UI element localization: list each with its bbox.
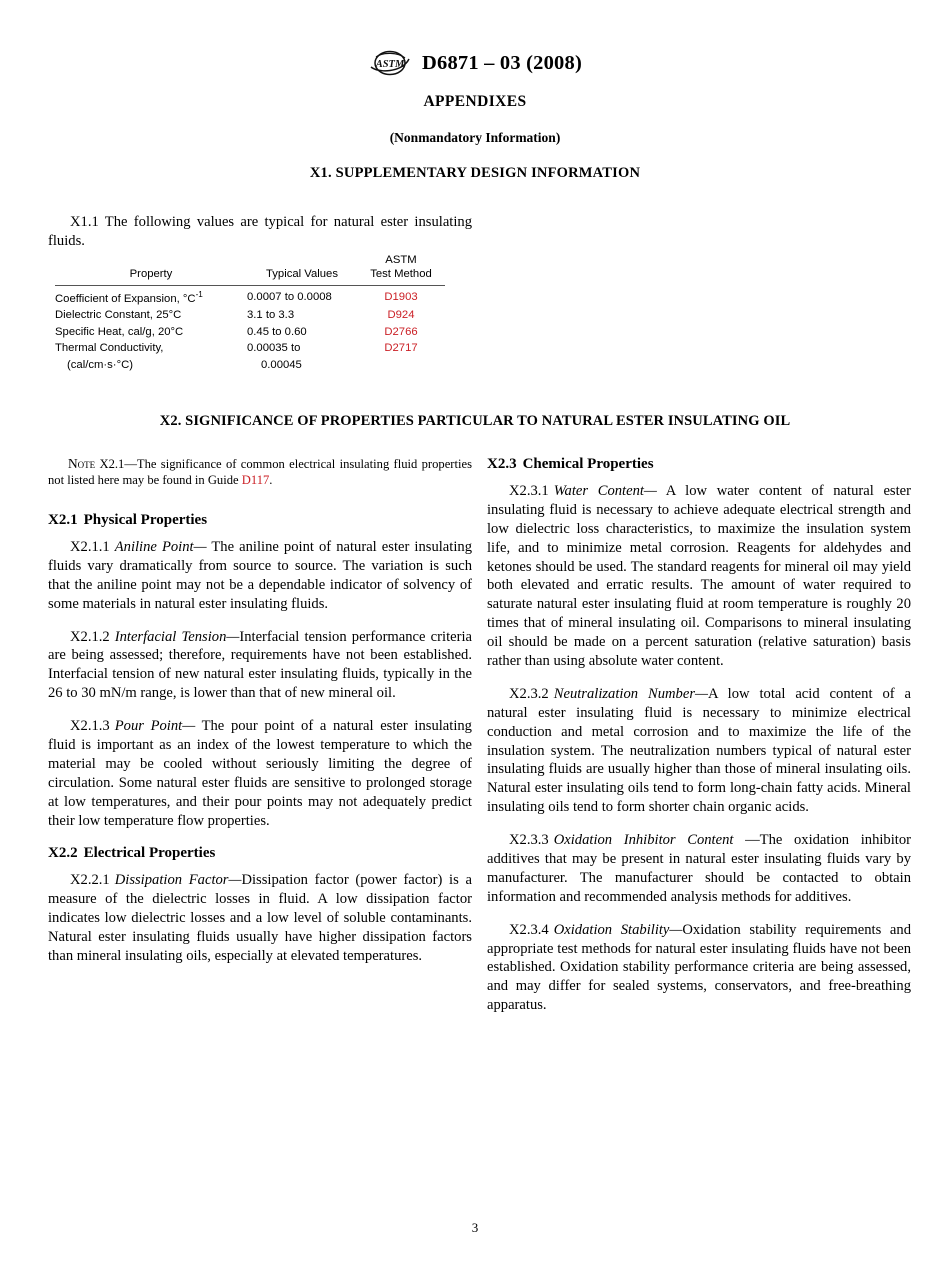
paragraph-x2-1-1-term: Aniline Point— bbox=[114, 538, 207, 555]
table-header bbox=[55, 254, 445, 285]
cell-property bbox=[55, 285, 247, 307]
paragraph-x2-1-2-term: Interfacial Tension— bbox=[114, 628, 240, 645]
cell-test-method[interactable]: D2717 bbox=[384, 342, 418, 355]
cell-typical-value-continuation bbox=[247, 357, 357, 374]
column-header-test-method-line1: ASTM bbox=[385, 254, 417, 266]
appendixes-heading: APPENDIXES bbox=[423, 93, 527, 110]
cell-typical-value-continuation-text: 0.00045 bbox=[261, 359, 302, 372]
paragraph-x2-3-2 bbox=[487, 685, 911, 817]
paragraph-x2-3-3-number: X2.3.3 bbox=[509, 832, 549, 849]
x2-section-heading: X2. SIGNIFICANCE OF PROPERTIES PARTICULAR TO NATURAL ESTER INSULATING OIL bbox=[159, 413, 791, 429]
left-column bbox=[48, 455, 472, 980]
paragraph-x2-1-2-body: Interfacial tension performance criteria are being assessed; therefore, requirements have not been established. Interfacial tension of new natural ester insulating fluids, typically in the 26 to 30 mN/m range, is lower than that of new mineral oil. bbox=[48, 628, 472, 702]
column-header-property: Property bbox=[129, 267, 173, 280]
heading-x2-1-text: Physical Properties bbox=[83, 511, 208, 528]
paragraph-x2-3-2-body: A low total acid content of a natural ester insulating fluid is necessary to minimize electrical conduction and metal corrosion and to maximize the life of the insulation system. The neutralization numbers typical of natural ester insulating fluids are usually higher than those of mineral insulating oils. Natural ester insulating oils tend to form long-chain fatty acids. Mineral insulating oils tend to form shorter chain organic acids. bbox=[487, 685, 911, 816]
heading-x2-2-text: Electrical Properties bbox=[83, 845, 216, 862]
cell-property: Thermal Conductivity, bbox=[55, 342, 164, 355]
column-header-test-method-line2: Test Method bbox=[370, 267, 432, 280]
heading-x2-3-text: Chemical Properties bbox=[522, 456, 654, 472]
note-label: Note bbox=[68, 456, 96, 471]
cell-test-method[interactable]: D1903 bbox=[384, 290, 418, 303]
heading-x2-1 bbox=[48, 511, 472, 529]
paragraph-x2-3-1 bbox=[487, 482, 911, 671]
page-number: 3 bbox=[471, 1220, 479, 1235]
note-tail: . bbox=[269, 472, 273, 487]
cell-typical-value: 0.00035 to bbox=[247, 342, 301, 355]
paragraph-x2-1-1-number: X2.1.1 bbox=[70, 538, 110, 555]
svg-text:ASTM: ASTM bbox=[375, 59, 405, 70]
column-header-typical-values: Typical Values bbox=[265, 267, 338, 280]
cell-property-continuation bbox=[55, 357, 247, 374]
paragraph-x2-1-3-term: Pour Point— bbox=[114, 718, 196, 735]
cell-test-method[interactable]: D2766 bbox=[384, 325, 418, 338]
table-row bbox=[55, 285, 445, 307]
paragraph-x2-2-1 bbox=[48, 871, 472, 965]
paragraph-x2-2-1-body: Dissipation factor (power factor) is a measure of the dielectric losses in fluid. A low dissipation factor indicates low dielectric losses and a low level of soluble contaminants. Natural ester insulating fluids usually have higher dissipation factors than mineral insulating oils, especially at elevated temperatures. bbox=[48, 872, 472, 964]
x1-section-heading: X1. SUPPLEMENTARY DESIGN INFORMATION bbox=[309, 165, 641, 181]
typical-values-table bbox=[55, 254, 445, 374]
table-row bbox=[55, 307, 445, 324]
paragraph-x2-3-4 bbox=[487, 921, 911, 1015]
cell-property: Dielectric Constant, 25°C bbox=[55, 309, 182, 321]
paragraph-x2-1-1-body: The aniline point of natural ester insulating fluids vary dramatically from source to source. The variation is such that the aniline point may not be a dependable indicator of solvency of some materials in natural ester insulating fluids. bbox=[48, 538, 472, 612]
paragraph-x2-1-3-number: X2.1.3 bbox=[70, 718, 110, 735]
paragraph-x2-3-3 bbox=[487, 831, 911, 907]
paragraph-x2-1-2 bbox=[48, 628, 472, 704]
paragraph-x2-3-4-term: Oxidation Stability— bbox=[553, 921, 683, 938]
cell-property-superscript: -1 bbox=[195, 289, 203, 299]
paragraph-x2-1-3 bbox=[48, 717, 472, 830]
paragraph-x2-2-1-term: Dissipation Factor— bbox=[114, 872, 242, 889]
astm-logo-icon bbox=[368, 50, 412, 76]
paragraph-x2-3-1-body: A low water content of natural ester insulating fluid is necessary to achieve adequate electrical strength and low dielectric loss characteristics, to maximize the insulation system life, and to minimize metal corrosion. Reagents for aldehydes and ketones should be used. The standard reagents for mineral oil may yield both elevated and erratic results. The amount of water required to saturate natural ester insulating fluid at room temperature is roughly 20 times that of mineral insulating oil. Comparisons to mineral insulating oil should be made on a percent saturation (relative saturation) basis rather than using absolute water content. bbox=[487, 483, 911, 670]
note-text: X2.1—The significance of common electrical insulating fluid properties not listed here may be found in Guide bbox=[48, 457, 472, 487]
cell-test-method[interactable]: D924 bbox=[387, 309, 415, 321]
paragraph-x2-3-1-term: Water Content— bbox=[553, 483, 657, 499]
heading-x2-3 bbox=[487, 455, 911, 473]
paragraph-x2-3-1-number: X2.3.1 bbox=[509, 483, 549, 499]
cell-property-text: Coefficient of Expansion, °C bbox=[55, 292, 196, 305]
paragraph-x2-3-2-number: X2.3.2 bbox=[509, 685, 549, 702]
note-x2-1 bbox=[48, 455, 472, 489]
heading-x2-2-number: X2.2 bbox=[48, 845, 78, 862]
note-guide-link[interactable]: D117 bbox=[241, 472, 270, 487]
cell-test-method-empty bbox=[357, 357, 445, 374]
paragraph-x2-2-1-number: X2.2.1 bbox=[70, 872, 110, 889]
paragraph-x2-1-2-number: X2.1.2 bbox=[70, 628, 110, 645]
column-header-test-method bbox=[357, 254, 445, 285]
cell-typical-value: 0.45 to 0.60 bbox=[247, 325, 307, 338]
nonmandatory-subheading: (Nonmandatory Information) bbox=[389, 130, 561, 145]
table-header-row bbox=[55, 254, 445, 285]
x1-intro-paragraph: X1.1 The following values are typical for natural ester insulating fluids. bbox=[48, 214, 472, 249]
cell-typical-value: 0.0007 to 0.0008 bbox=[247, 290, 332, 303]
table-row bbox=[55, 357, 445, 374]
paragraph-x2-3-4-body: Oxidation stability requirements and appropriate test methods for natural ester insulating fluids have not been established. Oxidation stability performance criteria are being assessed, and may differ for sealed systems, conservators, and free-breathing apparatus. bbox=[487, 921, 912, 1014]
heading-x2-2 bbox=[48, 844, 472, 862]
paragraph-x2-3-3-body: —The oxidation inhibitor additives that may be present in natural ester insulating fluids vary by manufacturer. The manufacturer should be contacted to obtain information and recommended analysis methods for additives. bbox=[487, 832, 911, 905]
document-header bbox=[0, 50, 950, 81]
heading-x2-3-number: X2.3 bbox=[487, 456, 517, 472]
table-row bbox=[55, 324, 445, 341]
paragraph-x2-1-3-body: The pour point of a natural ester insulating fluid is important as an index of the lowest temperature to which the material may be cooled without seriously limiting the degree of circulation. Some natural ester fluids are sensitive to prolonged storage at low temperatures, and their pour points may not adequately predict their low temperature flow properties. bbox=[48, 718, 472, 829]
heading-x2-1-number: X2.1 bbox=[48, 511, 78, 528]
cell-typical-value: 3.1 to 3.3 bbox=[247, 309, 295, 321]
cell-property-continuation-text: (cal/cm·s·°C) bbox=[67, 359, 134, 372]
paragraph-x2-1-1 bbox=[48, 538, 472, 614]
paragraph-x2-3-3-term: Oxidation Inhibitor Content bbox=[553, 832, 746, 849]
paragraph-x2-3-2-term: Neutralization Number— bbox=[553, 685, 708, 702]
document-title: D6871 – 03 (2008) bbox=[422, 51, 582, 74]
table-row bbox=[55, 340, 445, 357]
table-body bbox=[55, 285, 445, 374]
cell-property: Specific Heat, cal/g, 20°C bbox=[55, 325, 184, 338]
right-column bbox=[487, 455, 911, 1029]
paragraph-x2-3-4-number: X2.3.4 bbox=[509, 921, 549, 938]
